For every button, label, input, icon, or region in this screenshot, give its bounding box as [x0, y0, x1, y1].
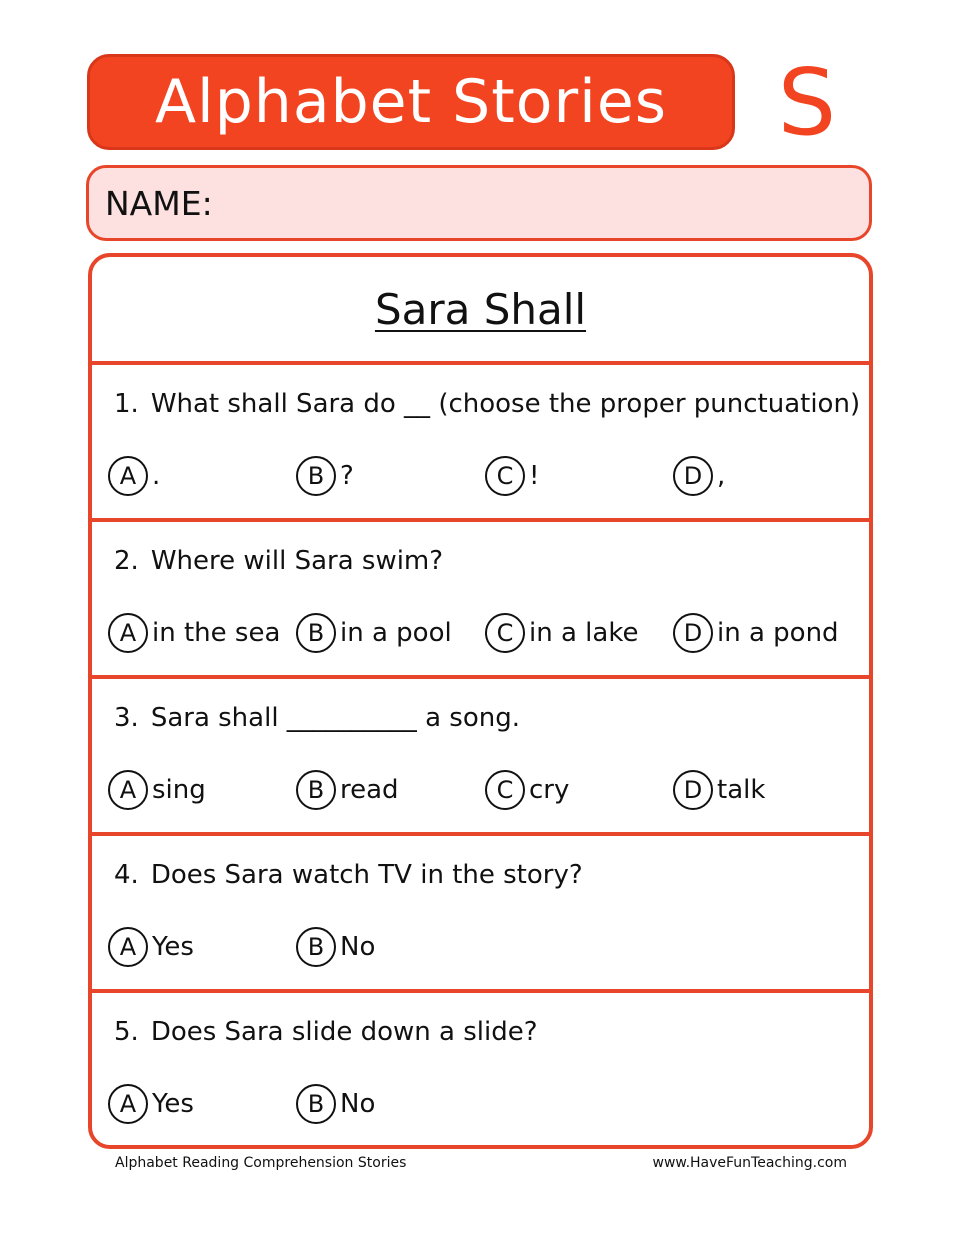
option-a[interactable]: [108, 1083, 194, 1125]
option-b[interactable]: [296, 769, 399, 811]
option-c-text: in a lake: [529, 618, 639, 648]
option-d-circle[interactable]: D: [673, 456, 713, 496]
option-a[interactable]: [108, 612, 280, 654]
story-title: Sara Shall: [374, 284, 587, 334]
option-c-text: cry: [529, 775, 570, 805]
option-b-text: No: [340, 1089, 376, 1119]
option-a-text: in the sea: [152, 618, 281, 648]
option-b-text: No: [340, 932, 376, 962]
question-text: [114, 1017, 538, 1047]
question-2: [92, 522, 869, 679]
name-field[interactable]: [86, 165, 872, 241]
question-text: [114, 860, 583, 890]
option-d[interactable]: [673, 455, 725, 497]
question-4: [92, 836, 869, 993]
question-1: [92, 365, 869, 522]
question-3: [92, 679, 869, 836]
option-d-circle[interactable]: D: [673, 770, 713, 810]
option-c-circle[interactable]: C: [485, 613, 525, 653]
option-c-circle[interactable]: C: [485, 770, 525, 810]
option-b-circle[interactable]: B: [296, 927, 336, 967]
footer-series-label: Alphabet Reading Comprehension Stories: [115, 1155, 407, 1171]
question-number: 5.: [114, 1017, 139, 1047]
option-b-circle[interactable]: B: [296, 456, 336, 496]
option-b[interactable]: [296, 612, 452, 654]
title-banner: [87, 54, 735, 150]
option-a-text: .: [152, 461, 161, 491]
question-5: [92, 993, 869, 1149]
option-c[interactable]: [485, 612, 638, 654]
option-d-text: in a pond: [717, 618, 839, 648]
question-number: 2.: [114, 546, 139, 576]
question-prompt: Sara shall __________ a song.: [150, 703, 520, 733]
question-prompt: Does Sara watch TV in the story?: [150, 860, 583, 890]
option-b-text: ?: [340, 461, 354, 491]
option-a-circle[interactable]: A: [108, 456, 148, 496]
footer-website-link[interactable]: www.HaveFunTeaching.com: [652, 1155, 847, 1171]
option-b-circle[interactable]: B: [296, 613, 336, 653]
question-number: 4.: [114, 860, 139, 890]
option-a-circle[interactable]: A: [108, 770, 148, 810]
option-d[interactable]: [673, 769, 765, 811]
option-a-circle[interactable]: A: [108, 1084, 148, 1124]
option-a-circle[interactable]: A: [108, 927, 148, 967]
question-prompt: What shall Sara do __ (choose the proper punctuation): [150, 389, 861, 419]
option-a[interactable]: [108, 926, 194, 968]
option-b[interactable]: [296, 1083, 375, 1125]
question-number: 1.: [114, 389, 139, 419]
option-a-circle[interactable]: A: [108, 613, 148, 653]
quiz-box: [88, 253, 873, 1149]
option-c[interactable]: [485, 769, 569, 811]
option-b-text: in a pool: [340, 618, 452, 648]
question-prompt: Where will Sara swim?: [150, 546, 444, 576]
option-a[interactable]: [108, 455, 160, 497]
question-text: [114, 546, 443, 576]
option-b[interactable]: [296, 926, 375, 968]
question-text: [114, 703, 520, 733]
option-b-text: read: [340, 775, 399, 805]
question-prompt: Does Sara slide down a slide?: [150, 1017, 538, 1047]
option-c[interactable]: [485, 455, 539, 497]
option-b-circle[interactable]: B: [296, 1084, 336, 1124]
option-d-circle[interactable]: D: [673, 613, 713, 653]
option-d[interactable]: [673, 612, 839, 654]
option-a[interactable]: [108, 769, 206, 811]
page-title: Alphabet Stories: [154, 67, 668, 137]
option-b-circle[interactable]: B: [296, 770, 336, 810]
question-number: 3.: [114, 703, 139, 733]
option-a-text: sing: [152, 775, 206, 805]
option-c-text: !: [529, 461, 540, 491]
option-a-text: Yes: [152, 1089, 194, 1119]
option-b[interactable]: [296, 455, 354, 497]
option-c-circle[interactable]: C: [485, 456, 525, 496]
question-text: [114, 389, 860, 419]
option-d-text: talk: [717, 775, 766, 805]
name-label: NAME:: [105, 183, 213, 223]
story-title-row: [92, 257, 869, 365]
featured-letter: S: [777, 49, 837, 156]
option-a-text: Yes: [152, 932, 194, 962]
option-d-text: ,: [717, 461, 726, 491]
